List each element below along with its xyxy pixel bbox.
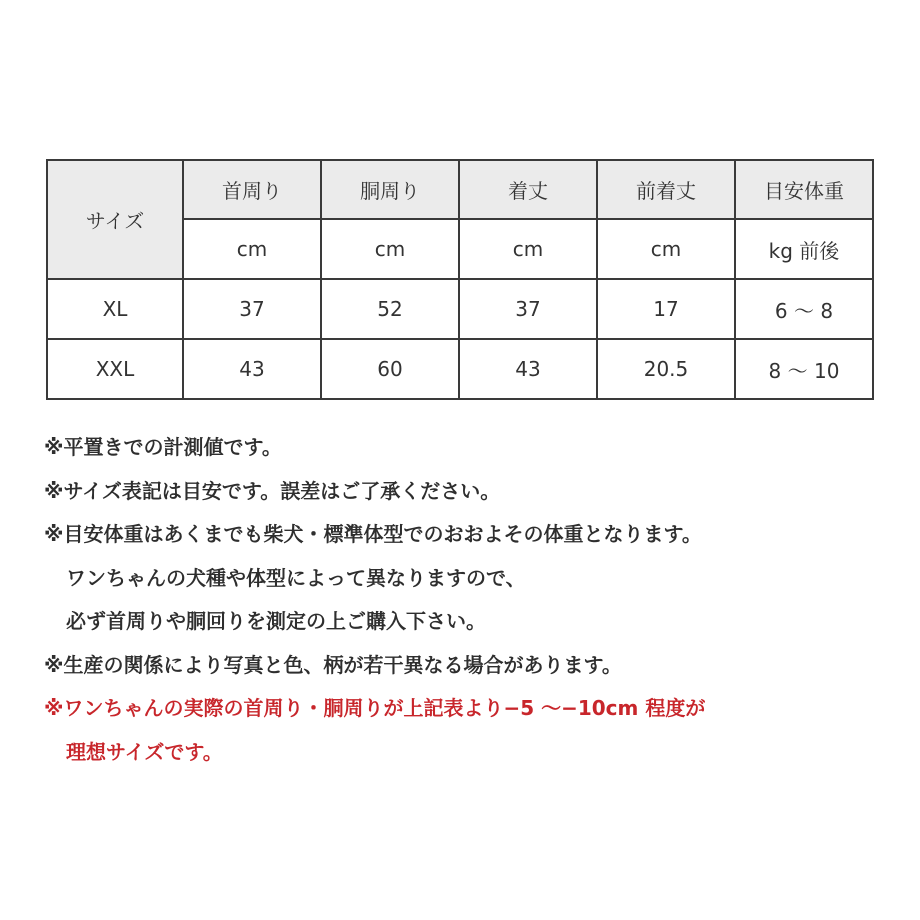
size-label-xl: XL xyxy=(47,279,183,339)
note-weight-guide: ※目安体重はあくまでも柴犬・標準体型でのおおよその体重となります。 xyxy=(44,522,702,546)
note-ideal-size: ※ワンちゃんの実際の首周り・胴周りが上記表より−5 〜−10cm 程度が xyxy=(44,696,706,720)
header-row xyxy=(47,160,873,219)
note-ideal-size-cont: 理想サイズです。 xyxy=(66,739,223,764)
unit-neck: cm xyxy=(183,219,321,279)
size-chart-table xyxy=(46,159,874,400)
xxl-weight: 8 〜 10 xyxy=(735,339,873,399)
xl-length: 37 xyxy=(459,279,597,339)
size-label-xxl: XXL xyxy=(47,339,183,399)
xl-chest: 52 xyxy=(321,279,459,339)
header-front-length: 前着丈 xyxy=(597,160,735,219)
header-neck: 首周り xyxy=(183,160,321,219)
xl-neck: 37 xyxy=(183,279,321,339)
table-row-xxl xyxy=(47,339,873,399)
note-weight-guide-cont-2: 必ず首周りや胴回りを測定の上ご購入下さい。 xyxy=(66,609,486,633)
note-size-approximate: ※サイズ表記は目安です。誤差はご了承ください。 xyxy=(44,478,501,503)
unit-weight: kg 前後 xyxy=(735,219,873,279)
unit-length: cm xyxy=(459,219,597,279)
note-color-variation: ※生産の関係により写真と色、柄が若干異なる場合があります。 xyxy=(44,652,622,677)
size-notes xyxy=(44,426,904,774)
header-weight: 目安体重 xyxy=(735,160,873,219)
xxl-front-length: 20.5 xyxy=(597,339,735,399)
xxl-neck: 43 xyxy=(183,339,321,399)
unit-chest: cm xyxy=(321,219,459,279)
xl-weight: 6 〜 8 xyxy=(735,279,873,339)
xxl-chest: 60 xyxy=(321,339,459,399)
header-length: 着丈 xyxy=(459,160,597,219)
table-row-xl xyxy=(47,279,873,339)
size-corner-label: サイズ xyxy=(47,160,183,279)
unit-front-length: cm xyxy=(597,219,735,279)
note-weight-guide-cont-1: ワンちゃんの犬種や体型によって異なりますので、 xyxy=(66,565,526,590)
note-flat-measurement: ※平置きでの計測値です。 xyxy=(44,435,282,459)
xxl-length: 43 xyxy=(459,339,597,399)
xl-front-length: 17 xyxy=(597,279,735,339)
header-chest: 胴周り xyxy=(321,160,459,219)
